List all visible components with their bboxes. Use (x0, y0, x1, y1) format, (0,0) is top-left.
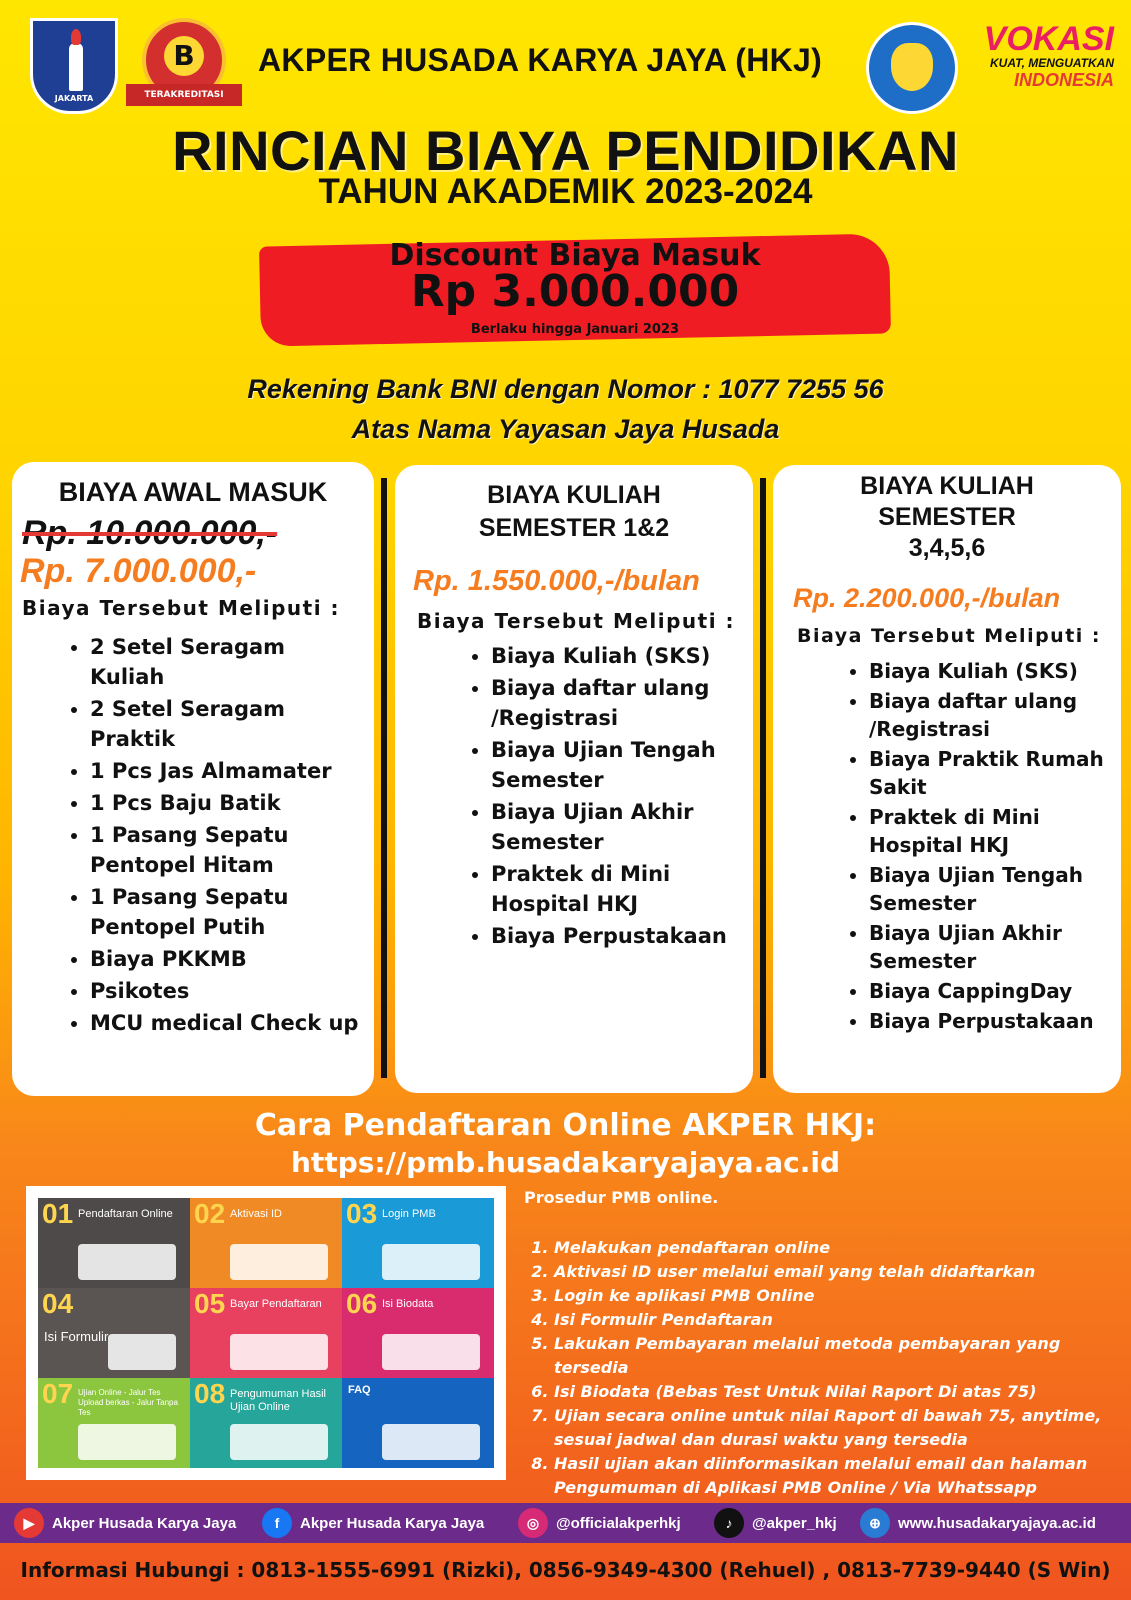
list-item: 2. Aktivasi ID user melalui email yang telah didaftarkan (554, 1260, 1118, 1284)
tiktok-icon: ♪ (714, 1508, 744, 1538)
accreditation-ribbon: TERAKREDITASI (126, 84, 242, 106)
procedure-list (538, 1236, 1118, 1500)
list-item: • Biaya CappingDay (869, 977, 1109, 1005)
vokasi-logo (974, 22, 1114, 102)
list-item: • Biaya daftar ulang /Registrasi (869, 687, 1109, 743)
vokasi-line3: INDONESIA (1013, 70, 1114, 90)
list-item: • Biaya Perpustakaan (491, 921, 741, 951)
price: Rp. 2.200.000,-/bulan (793, 583, 1061, 613)
list-item: • Biaya Perpustakaan (869, 1007, 1109, 1035)
step-06: 06 Isi Biodata (342, 1288, 494, 1378)
bank-account-name: Atas Nama Yayasan Jaya Husada (351, 414, 780, 444)
biodata-icon (382, 1334, 480, 1370)
step-04: 04 Isi Formulir (38, 1288, 190, 1378)
list-item: • MCU medical Check up (90, 1008, 360, 1038)
list-item: • Biaya Ujian Tengah Semester (869, 861, 1109, 917)
tiktok-link[interactable] (714, 1508, 837, 1538)
step-03: 03 Login PMB (342, 1198, 494, 1288)
list-item: 6. Isi Biodata (Bebas Test Untuk Nilai Raport Di atas 75) (554, 1380, 1118, 1404)
card-title (395, 479, 753, 545)
list-item: • 1 Pasang Sepatu Pentopel Hitam (90, 820, 360, 880)
list-item: • Psikotes (90, 976, 360, 1006)
dki-logo-label: JAKARTA (54, 94, 94, 103)
card-title-line1: BIAYA KULIAH (860, 472, 1034, 500)
price: Rp. 1.550.000,-/bulan (413, 565, 700, 597)
list-item: 1. Melakukan pendaftaran online (554, 1236, 1118, 1260)
list-item: • Biaya daftar ulang /Registrasi (491, 673, 741, 733)
instagram-icon: ◎ (518, 1508, 548, 1538)
dki-jakarta-logo (30, 18, 118, 114)
youtube-label: Akper Husada Karya Jaya (52, 1514, 237, 1532)
list-item: • Biaya Kuliah (SKS) (869, 657, 1109, 685)
column-divider (381, 478, 387, 1078)
registration-title: Cara Pendaftaran Online AKPER HKJ: (254, 1108, 877, 1143)
old-price: Rp. 10.000.000,- (22, 514, 278, 552)
page-title: RINCIAN BIAYA PENDIDIKAN (172, 119, 959, 182)
list-item: • 1 Pcs Jas Almamater (90, 756, 360, 786)
list-item: 7. Ujian secara online untuk nilai Raport di bawah 75, anytime, sesuai jadwal dan durasi waktu yang tersedia (554, 1404, 1118, 1452)
discount-label: Discount Biaya Masuk (389, 238, 761, 273)
laptop-icon (78, 1244, 176, 1280)
list-item: • Biaya Kuliah (SKS) (491, 641, 741, 671)
exam-icon (78, 1424, 176, 1460)
calendar-icon (230, 1424, 328, 1460)
list-item: • Biaya Praktik Rumah Sakit (869, 745, 1109, 801)
list-item: • 2 Setel Seragam Kuliah (90, 632, 360, 692)
card-title: BIAYA AWAL MASUK (58, 477, 328, 507)
step-02: 02 Aktivasi ID (190, 1198, 342, 1288)
list-item: • Biaya Ujian Akhir Semester (869, 919, 1109, 975)
page-subtitle: TAHUN AKADEMIK 2023-2024 (318, 172, 813, 211)
card-title-line3: 3,4,5,6 (908, 534, 986, 562)
list-item: • 1 Pasang Sepatu Pentopel Putih (90, 882, 360, 942)
youtube-icon: ▶ (14, 1508, 44, 1538)
list-item: 3. Login ke aplikasi PMB Online (554, 1284, 1118, 1308)
tiktok-label: @akper_hkj (752, 1514, 837, 1532)
monitor-icon (230, 1244, 328, 1280)
procedure-title: Prosedur PMB online. (524, 1188, 719, 1207)
facebook-link[interactable] (262, 1508, 484, 1538)
step-01: 01 Pendaftaran Online (38, 1198, 190, 1288)
step-07: 07 Ujian Online - Jalur Tes Upload berkas - Jalur Tanpa Tes (38, 1378, 190, 1468)
tut-wuri-handayani-logo (866, 22, 958, 114)
vokasi-line1: VOKASI (983, 20, 1114, 58)
list-item: 4. Isi Formulir Pendaftaran (554, 1308, 1118, 1332)
card-title (773, 471, 1121, 564)
discount-validity: Berlaku hingga Januari 2023 (470, 322, 680, 337)
list-item: • Biaya PKKMB (90, 944, 360, 974)
covers-list (869, 657, 1109, 1037)
vokasi-line2: KUAT, MENGUATKAN (990, 56, 1114, 70)
step-faq: FAQ (342, 1378, 494, 1468)
list-item: 8. Hasil ujian akan diinformasikan melalui email dan halaman Pengumuman di Aplikasi PMB Online / Via Whatssapp (554, 1452, 1118, 1500)
contact-info: Informasi Hubungi : 0813-1555-6991 (Rizki), 0856-9349-4300 (Rehuel) , 0813-7739-9440 (S Win) (20, 1558, 1111, 1582)
registration-url[interactable]: https://pmb.husadakaryajaya.ac.id (291, 1146, 840, 1179)
accreditation-logo (126, 18, 242, 114)
instagram-link[interactable] (518, 1508, 681, 1538)
list-item: • Praktek di Mini Hospital HKJ (491, 859, 741, 919)
card-semester-3-6 (773, 465, 1121, 1093)
step-08: 08 Pengumuman Hasil Ujian Online (190, 1378, 342, 1468)
website-label: www.husadakaryajaya.ac.id (898, 1514, 1096, 1532)
facebook-label: Akper Husada Karya Jaya (300, 1514, 485, 1532)
website-link[interactable] (860, 1508, 1096, 1538)
login-icon (382, 1244, 480, 1280)
accreditation-grade: B (164, 36, 204, 76)
registration-steps-infographic (26, 1186, 506, 1480)
chat-icon (382, 1424, 480, 1460)
covers-label: Biaya Tersebut Meliputi : (417, 609, 736, 633)
instagram-label: @officialakperhkj (556, 1514, 681, 1532)
payment-icon (230, 1334, 328, 1370)
card-title-line1: BIAYA KULIAH (487, 481, 661, 509)
covers-label: Biaya Tersebut Meliputi : (22, 596, 341, 620)
list-item: • Praktek di Mini Hospital HKJ (869, 803, 1109, 859)
list-item: • 1 Pcs Baju Batik (90, 788, 360, 818)
form-icon (108, 1334, 176, 1370)
list-item: • 2 Setel Seragam Praktik (90, 694, 360, 754)
card-semester-1-2 (395, 465, 753, 1093)
bank-account: Rekening Bank BNI dengan Nomor : 1077 7255 56 (247, 374, 884, 404)
list-item: • Biaya Ujian Akhir Semester (491, 797, 741, 857)
globe-icon: ⊕ (860, 1508, 890, 1538)
list-item: 5. Lakukan Pembayaran melalui metoda pembayaran yang tersedia (554, 1332, 1118, 1380)
youtube-link[interactable] (14, 1508, 236, 1538)
card-title-line2: SEMESTER (878, 503, 1016, 531)
monas-icon (69, 43, 83, 91)
covers-list (491, 641, 741, 953)
covers-label: Biaya Tersebut Meliputi : (797, 625, 1102, 647)
institution-name: AKPER HUSADA KARYA JAYA (HKJ) (258, 42, 823, 78)
list-item: • Biaya Ujian Tengah Semester (491, 735, 741, 795)
card-title-line2: SEMESTER 1&2 (478, 514, 670, 542)
facebook-icon: f (262, 1508, 292, 1538)
price: Rp. 7.000.000,- (20, 552, 257, 590)
discount-amount: Rp 3.000.000 (410, 266, 740, 317)
step-05: 05 Bayar Pendaftaran (190, 1288, 342, 1378)
column-divider (760, 478, 766, 1078)
covers-list (90, 632, 360, 1040)
card-biaya-awal-masuk (12, 462, 374, 1096)
